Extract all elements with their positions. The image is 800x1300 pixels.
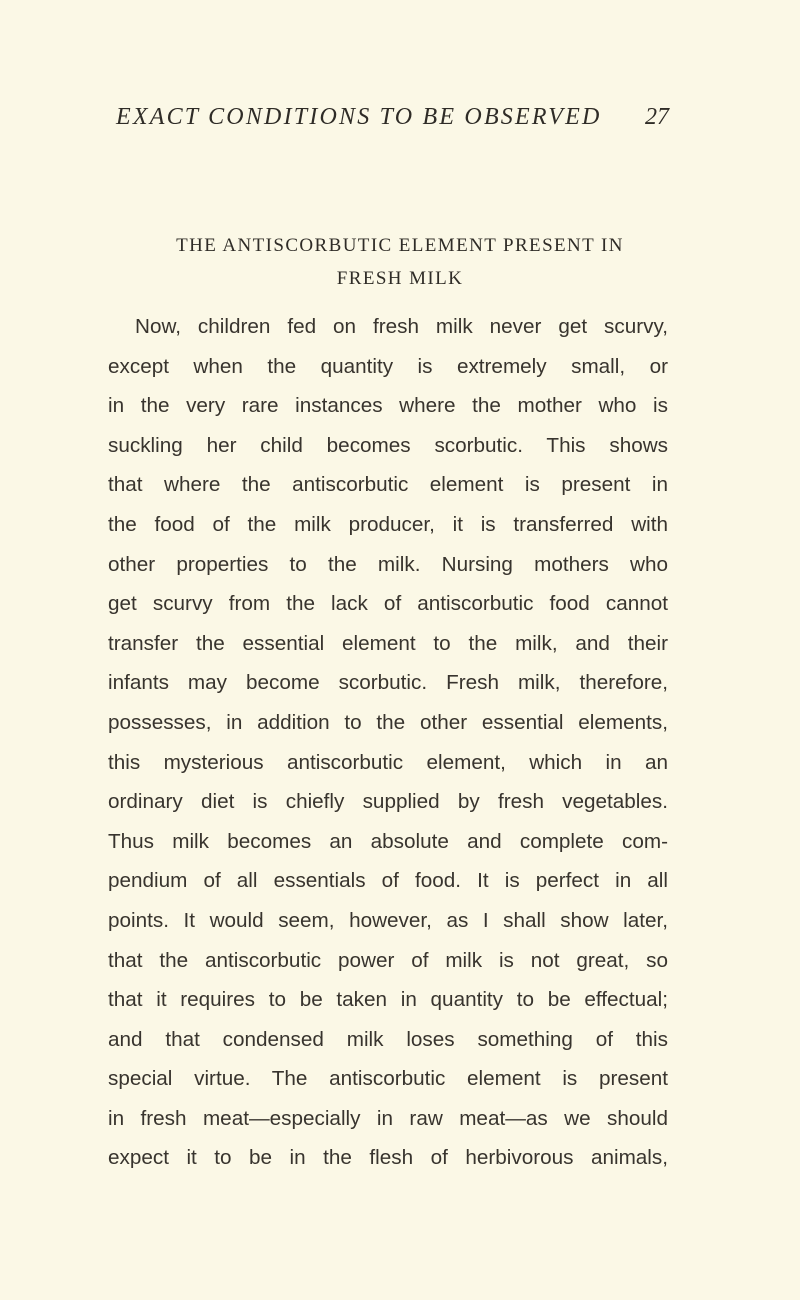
text-line: and that condensed milk loses something of this <box>108 1027 668 1051</box>
running-head-title: EXACT CONDITIONS TO BE OBSERVED <box>116 104 602 130</box>
text-line: points. It would seem, however, as I shall show later, <box>108 908 668 932</box>
text-line: that it requires to be taken in quantity to be effectual; <box>108 988 668 1012</box>
text-line: in the very rare instances where the mother who is <box>108 394 668 418</box>
section-heading-line-2: FRESH MILK <box>336 268 464 289</box>
text-line: the food of the milk producer, it is transferred with <box>108 512 668 536</box>
text-line: Thus milk becomes an absolute and complete com- <box>108 829 668 853</box>
text-line: that where the antiscorbutic element is present in <box>108 473 668 497</box>
text-line: suckling her child becomes scorbutic. This shows <box>108 433 668 457</box>
text-line: expect it to be in the flesh of herbivorous animals, <box>108 1146 668 1170</box>
text-line: this mysterious antiscorbutic element, which in an <box>108 750 668 774</box>
text-line: other properties to the milk. Nursing mothers who <box>108 552 668 576</box>
section-heading-line-1: THE ANTISCORBUTIC ELEMENT PRESENT IN <box>176 235 624 256</box>
text-line: that the antiscorbutic power of milk is not great, so <box>108 948 668 972</box>
text-line: possesses, in addition to the other essential elements, <box>108 710 668 734</box>
text-line: infants may become scorbutic. Fresh milk, therefore, <box>108 671 668 695</box>
text-line: in fresh meat—especially in raw meat—as we should <box>108 1106 668 1130</box>
text-line: get scurvy from the lack of antiscorbutic food cannot <box>108 592 668 616</box>
text-line: Now, children fed on fresh milk never get scurvy, <box>135 315 668 338</box>
section-heading <box>120 229 680 295</box>
running-head <box>0 104 800 144</box>
text-line: except when the quantity is extremely small, or <box>108 354 668 378</box>
page-number: 27 <box>645 104 669 130</box>
body-paragraph <box>108 307 668 1178</box>
text-line: transfer the essential element to the milk, and their <box>108 631 668 655</box>
text-line: special virtue. The antiscorbutic element is present <box>108 1067 668 1091</box>
text-line: ordinary diet is chiefly supplied by fresh vegetables. <box>108 790 668 814</box>
text-line: pendium of all essentials of food. It is perfect in all <box>108 869 668 893</box>
